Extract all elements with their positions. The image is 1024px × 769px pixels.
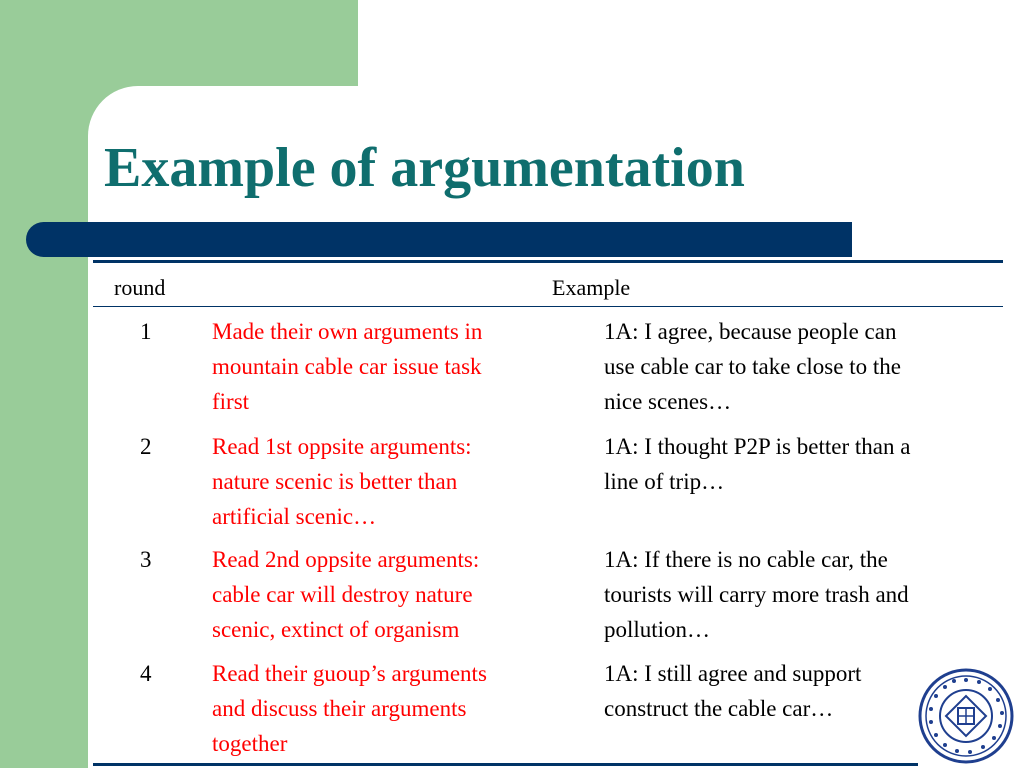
seal-graphic [918,668,1014,764]
prompt-line: cable car will destroy nature [212,582,473,607]
round-prompt [212,314,572,419]
title-underline-bar [26,222,852,257]
example-line: tourists will carry more trash and [604,582,909,607]
round-number: 2 [140,434,152,459]
prompt-line: together [212,731,288,756]
slide-title: Example of argumentation [104,137,745,199]
table-header-divider [93,306,1003,307]
column-header-round: round [114,275,166,300]
round-prompt [212,656,572,761]
round-example [604,314,1004,419]
prompt-line: Read 1st oppsite arguments: [212,434,472,459]
university-seal-icon [918,668,1014,764]
column-header-example: Example [552,275,631,300]
prompt-line: nature scenic is better than [212,469,458,494]
round-number: 4 [140,661,152,686]
example-line: line of trip… [604,469,725,494]
prompt-line: mountain cable car issue task [212,354,482,379]
example-line: 1A: I still agree and support [604,661,862,686]
example-line: nice scenes… [604,389,732,414]
example-line: use cable car to take close to the [604,354,901,379]
prompt-line: first [212,389,250,414]
prompt-line: Read their guoup’s arguments [212,661,487,686]
round-number: 1 [140,319,152,344]
table-top-border [93,260,1003,263]
round-example [604,429,1004,499]
table-bottom-border [93,763,918,766]
example-line: 1A: If there is no cable car, the [604,547,888,572]
prompt-line: scenic, extinct of organism [212,617,460,642]
round-example [604,542,1004,647]
round-prompt [212,542,572,647]
prompt-line: Read 2nd oppsite arguments: [212,547,480,572]
round-number: 3 [140,547,152,572]
example-line: construct the cable car… [604,696,834,721]
prompt-line: and discuss their arguments [212,696,467,721]
round-prompt [212,429,572,534]
example-line: 1A: I agree, because people can [604,319,897,344]
example-line: pollution… [604,617,711,642]
prompt-line: Made their own arguments in [212,319,483,344]
prompt-line: artificial scenic… [212,504,377,529]
example-line: 1A: I thought P2P is better than a [604,434,911,459]
